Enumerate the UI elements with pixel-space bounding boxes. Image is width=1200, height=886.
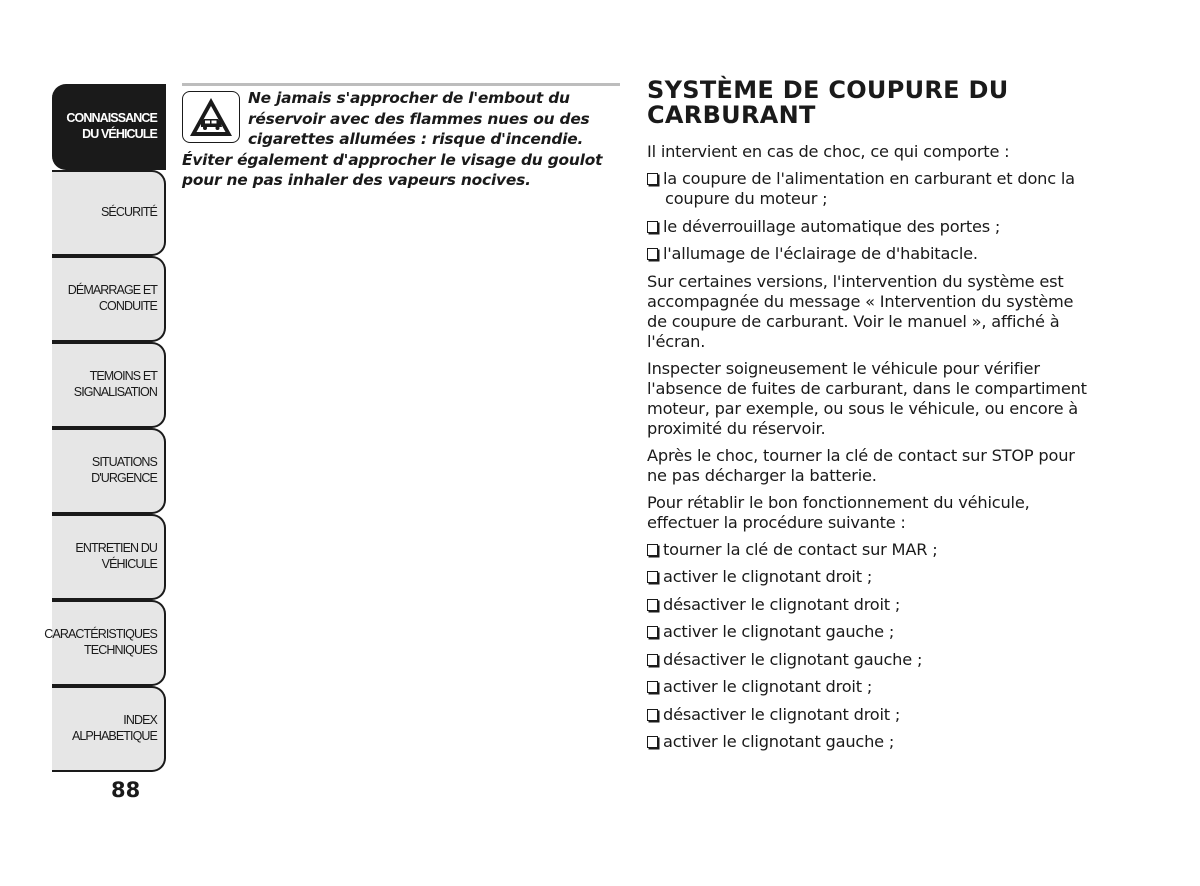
page-number: 88 (111, 778, 141, 802)
warning-block (182, 88, 620, 191)
step-item: activer le clignotant droit ; (647, 567, 1087, 587)
step-item: activer le clignotant gauche ; (647, 732, 1087, 752)
effect-item: le déverrouillage automatique des portes ; (647, 217, 1087, 237)
paragraph-message: Sur certaines versions, l'intervention du système est accompagnée du message « Intervention du système de coupure de carburant. Voir le manuel », affiché à l'écran. (647, 271, 1074, 351)
checkbox-bullet-icon (647, 709, 658, 721)
warning-triangle-car-icon (182, 91, 240, 143)
tab-index-alphabetique[interactable]: INDEX ALPHABETIQUE (52, 686, 166, 772)
section-fuel-cutoff (647, 78, 1087, 760)
section-title: SYSTÈME DE COUPURE DU CARBURANT (647, 76, 1009, 129)
intro-paragraph: Il intervient en cas de choc, ce qui comporte : (647, 142, 1010, 161)
step-item: désactiver le clignotant gauche ; (647, 650, 1087, 670)
checkbox-bullet-icon (647, 571, 658, 583)
effect-item: la coupure de l'alimentation en carburant et donc la coupure du moteur ; (647, 169, 1087, 209)
tab-caracteristiques-techniques[interactable]: CARACTÉRISTIQUES TECHNIQUES (52, 600, 166, 686)
checkbox-bullet-icon (647, 173, 658, 185)
step-item: tourner la clé de contact sur MAR ; (647, 540, 1087, 560)
chapter-tabs (44, 84, 166, 772)
tab-securite[interactable]: SÉCURITÉ (52, 170, 166, 256)
checkbox-bullet-icon (647, 736, 658, 748)
step-item: désactiver le clignotant droit ; (647, 705, 1087, 725)
step-item: désactiver le clignotant droit ; (647, 595, 1087, 615)
step-item: activer le clignotant droit ; (647, 677, 1087, 697)
effect-item: l'allumage de l'éclairage de d'habitacle. (647, 244, 1087, 264)
warning-text: Ne jamais s'approcher de l'embout du réservoir avec des flammes nues ou des cigarettes allumées : risque d'incendie. Éviter également d'approcher le visage du goulot pour ne pas inhaler des vapeurs nocives. (182, 89, 603, 189)
checkbox-bullet-icon (647, 544, 658, 556)
checkbox-bullet-icon (647, 599, 658, 611)
tab-situations-d-urgence[interactable]: SITUATIONS D'URGENCE (52, 428, 166, 514)
checkbox-bullet-icon (647, 248, 658, 260)
paragraph-after-crash: Après le choc, tourner la clé de contact sur STOP pour ne pas décharger la batterie. (647, 445, 1075, 485)
warning-top-rule (182, 83, 620, 86)
tab-entretien-du-vehicule[interactable]: ENTRETIEN DU VÉHICULE (52, 514, 166, 600)
checkbox-bullet-icon (647, 221, 658, 233)
checkbox-bullet-icon (647, 681, 658, 693)
checkbox-bullet-icon (647, 654, 658, 666)
step-item: activer le clignotant gauche ; (647, 622, 1087, 642)
tab-temoins-et-signalisation[interactable]: TEMOINS ET SIGNALISATION (52, 342, 166, 428)
tab-demarrage-et-conduite[interactable]: DÉMARRAGE ET CONDUITE (52, 256, 166, 342)
checkbox-bullet-icon (647, 626, 658, 638)
paragraph-procedure: Pour rétablir le bon fonctionnement du véhicule, effectuer la procédure suivante : (647, 492, 1030, 532)
tab-connaissance-du-vehicule[interactable]: CONNAISSANCE DU VÉHICULE (52, 84, 166, 170)
paragraph-inspect: Inspecter soigneusement le véhicule pour vérifier l'absence de fuites de carburant, dans le compartiment moteur, par exemple, ou sous le véhicule, ou encore à proximité du réservoir. (647, 358, 1087, 438)
